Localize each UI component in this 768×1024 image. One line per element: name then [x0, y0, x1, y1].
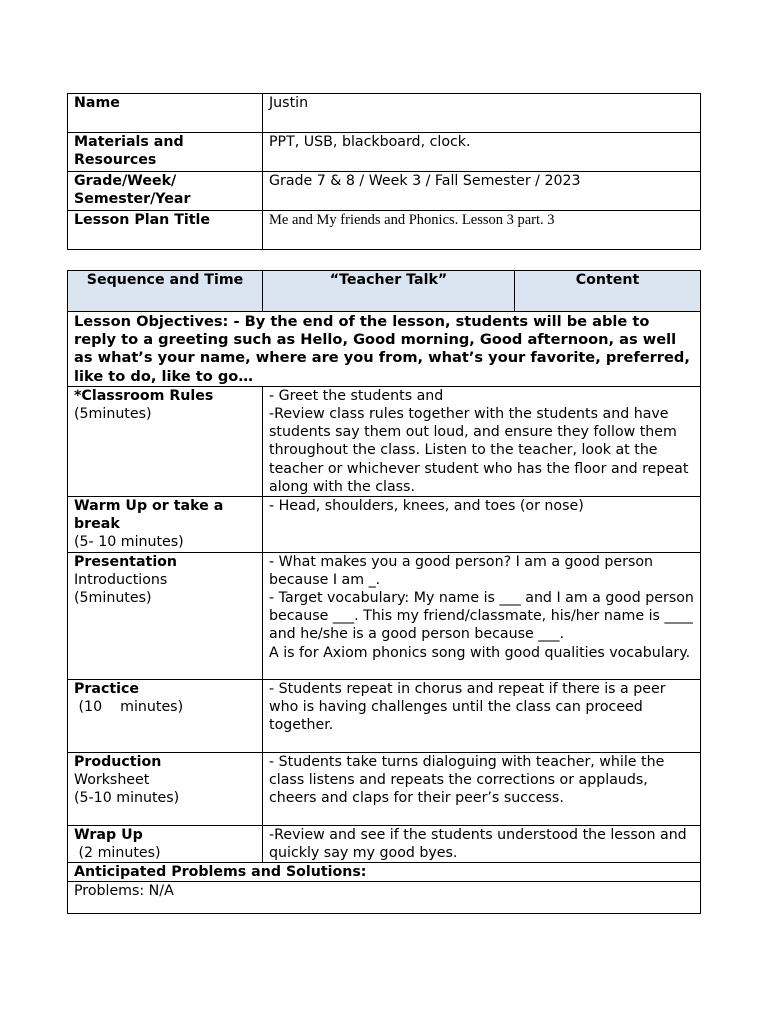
header-content: Content	[515, 271, 701, 312]
sequence-cell	[68, 386, 263, 496]
header-sequence-time: Sequence and Time	[68, 271, 263, 312]
info-row-name	[68, 94, 701, 133]
info-label: Materials and Resources	[68, 133, 263, 172]
activity-cell	[263, 679, 701, 752]
info-label: Name	[68, 94, 263, 133]
sequence-cell	[68, 825, 263, 862]
activity-line: -Review class rules together with the students and have students say them out loud, and ensure they follow them throughout the class. Listen to the teacher, look at the teacher or whichever student who has the floor and repeat along with the class.	[269, 406, 689, 495]
plan-row-presentation	[68, 552, 701, 679]
anticipated-problems-row	[68, 863, 701, 882]
sequence-time: (2 minutes)	[74, 844, 161, 861]
info-label: Grade/Week/ Semester/Year	[68, 172, 263, 211]
sequence-title: *Classroom Rules	[74, 387, 214, 404]
sequence-cell	[68, 752, 263, 825]
sequence-time: (5minutes)	[74, 590, 152, 607]
plan-row-wrap-up	[68, 825, 701, 862]
activity-line: - What makes you a good person? I am a good person because I am _.	[269, 553, 654, 588]
activity-cell	[263, 752, 701, 825]
activity-line: A is for Axiom phonics song with good qualities vocabulary.	[269, 644, 691, 661]
plan-row-practice	[68, 679, 701, 752]
activity-cell	[263, 825, 701, 862]
sequence-subtitle: Worksheet	[74, 771, 150, 788]
activity-line: - Students take turns dialoguing with teacher, while the class listens and repeats the corrections or applauds, cheers and claps for their peer’s success.	[269, 753, 665, 807]
sequence-time: (5minutes)	[74, 406, 152, 423]
activity-line: -Review and see if the students understood the lesson and quickly say my good byes.	[269, 826, 687, 861]
info-value: PPT, USB, blackboard, clock.	[263, 133, 701, 172]
sequence-title: Presentation	[74, 553, 178, 570]
sequence-title: Practice	[74, 680, 140, 697]
info-value: Grade 7 & 8 / Week 3 / Fall Semester / 2023	[263, 172, 701, 211]
activity-line: - Greet the students and	[269, 387, 444, 404]
header-teacher-talk: “Teacher Talk”	[263, 271, 515, 312]
activity-line: - Head, shoulders, knees, and toes (or nose)	[269, 498, 584, 515]
info-value: Justin	[263, 94, 701, 133]
plan-row-classroom-rules	[68, 386, 701, 496]
info-row-materials	[68, 133, 701, 172]
sequence-title: Warm Up or take a break	[74, 498, 224, 533]
sequence-cell	[68, 552, 263, 679]
info-row-grade	[68, 172, 701, 211]
info-label: Lesson Plan Title	[68, 211, 263, 250]
sequence-subtitle: Introductions	[74, 571, 168, 588]
info-row-title	[68, 211, 701, 250]
activity-line: - Target vocabulary: My name is ___ and I am a good person because ___. This my friend/classmate, his/her name is ____ and he/she is a good person because ___.	[269, 590, 694, 643]
problems-row	[68, 882, 701, 914]
sequence-time: (5-10 minutes)	[74, 790, 180, 807]
plan-row-warm-up	[68, 497, 701, 553]
problems-text: Problems: N/A	[68, 882, 701, 914]
sequence-cell	[68, 679, 263, 752]
objectives-row	[68, 312, 701, 387]
lesson-info-table	[67, 93, 701, 250]
anticipated-problems-heading: Anticipated Problems and Solutions:	[68, 863, 701, 882]
lesson-plan-table	[67, 270, 701, 914]
plan-row-production	[68, 752, 701, 825]
sequence-title: Wrap Up	[74, 826, 143, 843]
plan-header-row	[68, 271, 701, 312]
sequence-time: (5- 10 minutes)	[74, 534, 184, 551]
sequence-cell	[68, 497, 263, 553]
lesson-objectives: Lesson Objectives: - By the end of the lesson, students will be able to reply to a greeting such as Hello, Good morning, Good afternoon, as well as what’s your name, where are you from, what’s your favorite, preferred, like to do, like to go…	[68, 312, 701, 387]
activity-cell	[263, 497, 701, 553]
activity-cell	[263, 552, 701, 679]
activity-line: - Students repeat in chorus and repeat if there is a peer who is having challenges until the class can proceed together.	[269, 680, 666, 734]
sequence-title: Production	[74, 753, 162, 770]
sequence-time: (10 minutes)	[74, 698, 184, 715]
info-value: Me and My friends and Phonics. Lesson 3 part. 3	[263, 211, 701, 250]
activity-cell	[263, 386, 701, 496]
